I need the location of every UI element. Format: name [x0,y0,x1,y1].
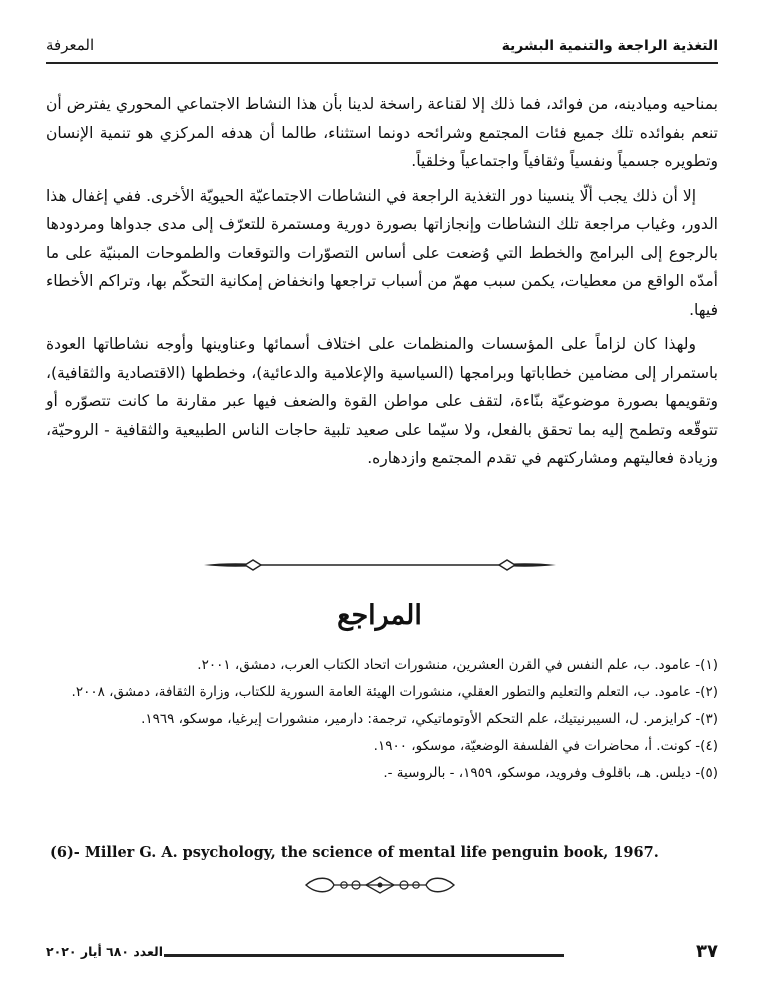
body-text [46,90,718,479]
references-heading: المراجع [337,600,422,631]
paragraph: ولهذا كان لزاماً على المؤسسات والمنظمات على اختلاف أسمائها وعناوينها وأوجه نشاطاتها العودة باستمرار إلى مضامين خطاباتها وبرامجها (السياسية والإعلامية والدعائية)، وخططها (الاقتصادية والثقافية)، وتقويمها بصورة موضوعيّة بنّاءة، لتقف على مواطن القوة والضعف فيها عبر مقارنة ما كانت تتصوّره أو تتوقّعه وتطمح إليه بما تحقق بالفعل، ولا سيّما على صعيد تلبية حاجات الناس الطبيعية والثقافية - الروحيّة، وزيادة فعاليتهم ومشاركتهم في تقدم المجتمع وازدهاره. [46,335,718,467]
reference-item-english: (6)- Miller G. A. psychology, the science of mental life penguin book, 1967. [50,844,659,861]
running-title: التغذية الراجعة والتنمية البشرية [501,38,718,54]
paragraph: إلا أن ذلك يجب ألّا ينسينا دور التغذية الراجعة في النشاطات الاجتماعيّة الحيويّة الأخرى. ففي إغفال هذا الدور، وغياب مراجعة تلك النشاطات وإنجازاتها بصورة دورية ومستمرة للتعرّف إلى مدى جدواها ومردودها بالرجوع إلى البرامج والخطط التي وُضعت على أساس التصوّرات والتوقعات والطموحات المبنيّة على ما أمدّه الواقع من معطيات، يكمن سبب مهمّ من أسباب تراجعها وانخفاض إمكانية التحكّم بها، وتراكم الأخطاء فيها. [46,186,718,319]
paragraph: بمناحيه وميادينه، من فوائد، فما ذلك إلا لقناعة راسخة لدينا بأن هذا النشاط الاجتماعي المحوري يفترض أن تنعم بفوائده تلك جميع فئات المجتمع وشرائحه دونما استثناء، طالما أن هدفه المركزي هو تنمية الإنسان وتطويره جسمياً ونفسياً وثقافياً واجتماعياً وخلقياً. [46,95,718,170]
section-divider [200,553,560,577]
issue-info: العدد ٦٨٠ أيار ٢٠٢٠ [46,944,164,959]
header-rule [46,62,718,64]
reference-item: (٥)- ديلس. هـ، باقلوف وفرويد، موسكو، ١٩٥٩، - بالروسية -. [383,765,718,781]
reference-item: (١)- عامود. ب، علم النفس في القرن العشرين، منشورات اتحاد الكتاب العرب، دمشق، ٢٠٠١. [197,657,718,673]
reference-item: (٢)- عامود. ب، التعلم والتعليم والتطور العقلي، منشورات الهيئة العامة السورية للكتاب، وزارة الثقافة، دمشق، ٢٠٠٨. [71,684,718,700]
references-list [46,652,718,787]
page-number: ٣٧ [696,941,718,962]
footer-rule [164,954,564,957]
reference-item: (٣)- كرايزمر. ل، السيبرنيتيك، علم التحكم الأوتوماتيكي، ترجمة: دارمير، منشورات إيرغيا، موسكو، ١٩٦٩. [141,711,718,727]
page-header [46,36,718,60]
page-footer [46,941,718,968]
ornament-divider [300,872,460,898]
reference-item: (٤)- كونت. أ، محاضرات في الفلسفة الوضعيّة، موسكو، ١٩٠٠. [373,738,718,754]
magazine-logo: المعرفة [46,36,95,54]
